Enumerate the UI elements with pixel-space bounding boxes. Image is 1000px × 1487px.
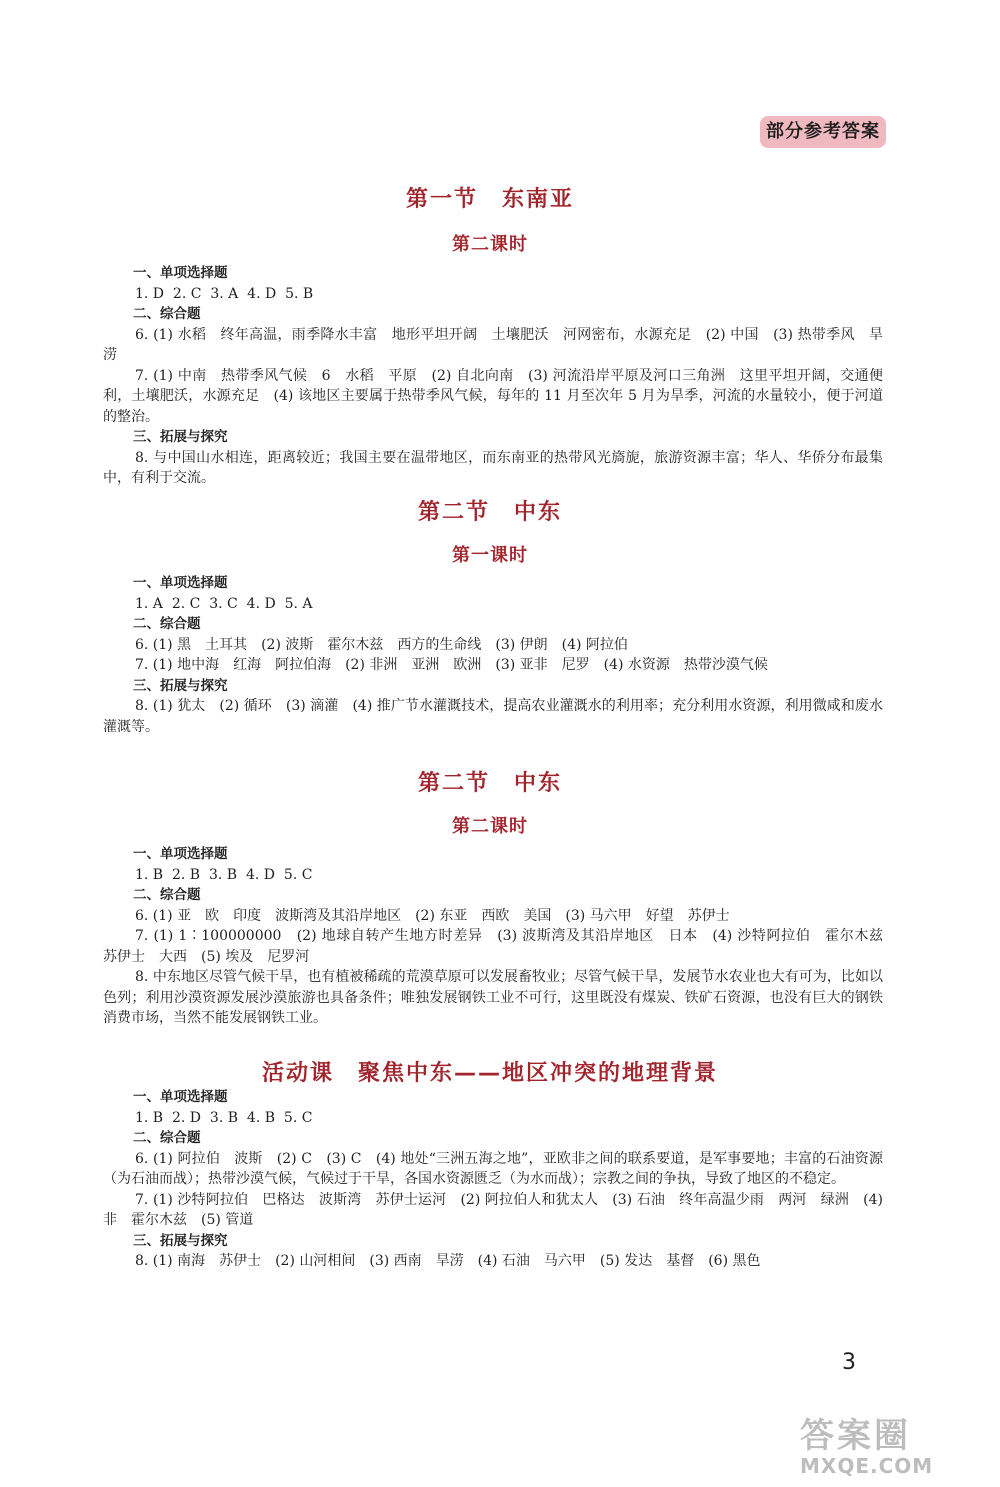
watermark-url: MXQE.COM <box>800 1454 934 1478</box>
part-heading: 三、拓展与探究 <box>133 677 228 694</box>
part-heading: 二、综合题 <box>133 887 201 903</box>
section-body-1 <box>103 263 883 489</box>
part-heading: 二、综合题 <box>133 1130 201 1146</box>
answer-paragraph: 6. (1) 亚 欧 印度 波斯湾及其沿岸地区 (2) 东亚 西欧 美国 (3) 马六甲 好望 苏伊士 <box>135 907 730 924</box>
part-heading: 三、拓展与探究 <box>133 429 228 445</box>
section-title-3: 第二节 中东 <box>417 771 562 796</box>
answer-paragraph: 7. (1) 沙特阿拉伯 巴格达 波斯湾 苏伊士运河 (2) 阿拉伯人和犹太人 (3) 石油 终年高温少雨 两河 绿洲 (4) 非 霍尔木兹 (5) 管道 <box>103 1191 883 1228</box>
page-number: 3 <box>842 1350 856 1375</box>
part-heading: 三、拓展与探究 <box>133 1232 228 1249</box>
answer-line: 1. D 2. C 3. A 4. D 5. B <box>135 285 314 302</box>
answer-paragraph: 6. (1) 黑 土耳其 (2) 波斯 霍尔木兹 西方的生命线 (3) 伊朗 (4) 阿拉伯 <box>135 636 628 653</box>
answer-paragraph: 8. 与中国山水相连，距离较近；我国主要在温带地区，而东南亚的热带风光旖旎，旅游资源丰富；华人、华侨分布最集中，有利于交流。 <box>103 449 883 486</box>
section-subtitle-2: 第一课时 <box>452 545 528 566</box>
answer-paragraph: 7. (1) 中南 热带季风气候 6 水稻 平原 (2) 自北向南 (3) 河流沿岸平原及河口三角洲 这里平坦开阔，交通便利，土壤肥沃，水源充足 (4) 该地区主要属于热带季风气候，每年的 11 月至次年 5 月为旱季，河流的水量较小，便于河道的整治。 <box>103 367 883 425</box>
section-body-2 <box>103 573 883 737</box>
watermark-logo <box>800 1418 990 1482</box>
answer-paragraph: 8. 中东地区尽管气候干旱，也有植被稀疏的荒漠草原可以发展畜牧业；尽管气候干旱，发展节水农业也大有可为，比如以色列；利用沙漠资源发展沙漠旅游也具备条件；唯独发展钢铁工业不可行，这里既没有煤炭、铁矿石资源，也没有巨大的钢铁消费市场，当然不能发展钢铁工业。 <box>103 969 883 1026</box>
part-heading: 一、单项选择题 <box>133 265 228 281</box>
part-heading: 一、单项选择题 <box>133 846 228 862</box>
section-title-1: 第一节 东南亚 <box>405 187 574 212</box>
section-title-2: 第二节 中东 <box>417 500 562 525</box>
answer-paragraph: 7. (1) 1∶100000000 (2) 地球自转产生地方时差异 (3) 波斯湾及其沿岸地区 日本 (4) 沙特阿拉伯 霍尔木兹 苏伊士 大西 (5) 埃及 尼罗河 <box>103 928 897 965</box>
section-body-3 <box>103 844 897 1029</box>
section-subtitle-3: 第二课时 <box>452 816 528 837</box>
answer-line: 1. B 2. B 3. B 4. D 5. C <box>135 866 313 883</box>
header-badge: 部分参考答案 <box>760 116 886 148</box>
answer-paragraph: 6. (1) 水稻 终年高温，雨季降水丰富 地形平坦开阔 土壤肥沃 河网密布，水源充足 (2) 中国 (3) 热带季风 旱涝 <box>103 326 883 363</box>
part-heading: 二、综合题 <box>133 616 201 632</box>
answer-line: 1. A 2. C 3. C 4. D 5. A <box>135 595 313 612</box>
section-body-4 <box>103 1087 883 1272</box>
watermark-text: 答案圈 <box>800 1416 911 1456</box>
answer-paragraph: 7. (1) 地中海 红海 阿拉伯海 (2) 非洲 亚洲 欧洲 (3) 亚非 尼罗 (4) 水资源 热带沙漠气候 <box>135 657 768 673</box>
answer-paragraph: 8. (1) 南海 苏伊士 (2) 山河相间 (3) 西南 旱涝 (4) 石油 马六甲 (5) 发达 基督 (6) 黑色 <box>135 1253 761 1269</box>
part-heading: 二、综合题 <box>133 306 201 322</box>
part-heading: 一、单项选择题 <box>133 1089 228 1105</box>
part-heading: 一、单项选择题 <box>133 575 228 591</box>
answer-line: 1. B 2. D 3. B 4. B 5. C <box>135 1109 313 1126</box>
section-subtitle-1: 第二课时 <box>452 234 528 255</box>
section-title-4: 活动课 聚焦中东——地区冲突的地理背景 <box>261 1061 718 1086</box>
answer-paragraph: 8. (1) 犹太 (2) 循环 (3) 滴灌 (4) 推广节水灌溉技术，提高农业灌溉水的利用率；充分利用水资源，利用微咸和废水灌溉等。 <box>103 698 883 735</box>
answer-paragraph: 6. (1) 阿拉伯 波斯 (2) C (3) C (4) 地处“三洲五海之地”，亚欧非之间的联系要道，是军事要地；丰富的石油资源（为石油而战）；热带沙漠气候，气候过于干旱，各国水资源匮乏（为水而战）；宗教之间的争执，导致了地区的不稳定。 <box>103 1150 883 1187</box>
